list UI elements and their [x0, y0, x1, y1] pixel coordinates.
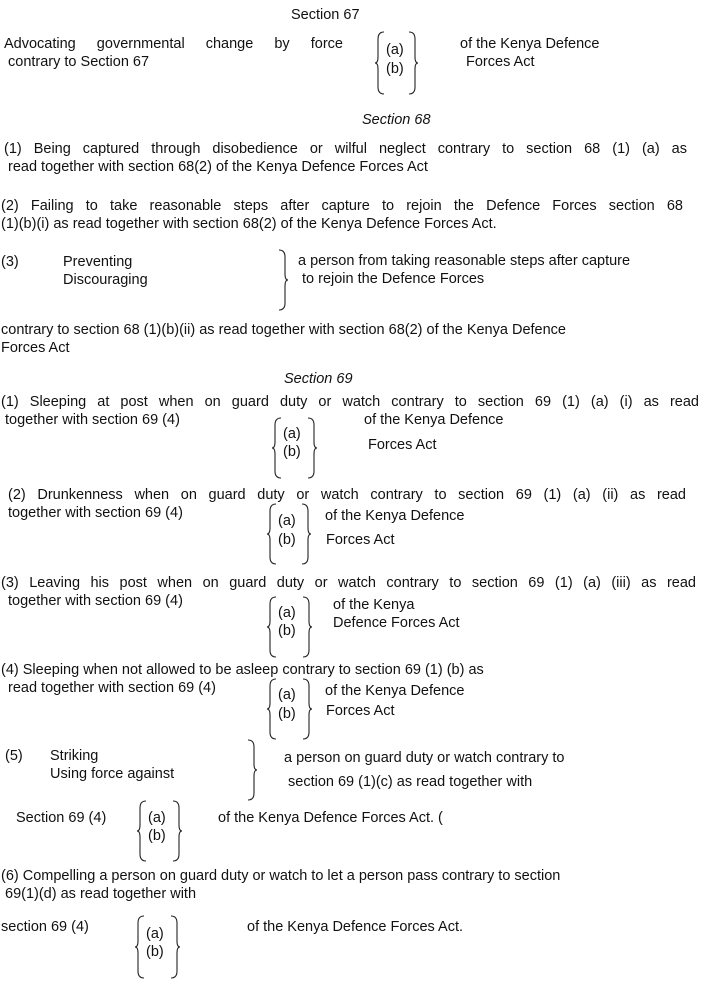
- sub-b: (b): [278, 532, 296, 548]
- sub-a: (a): [146, 926, 164, 942]
- s69-p6-section-ref: section 69 (4): [1, 919, 89, 935]
- sub-b: (b): [283, 444, 301, 460]
- s69-p4-line2: read together with section 69 (4): [8, 680, 216, 696]
- s68-p3-text-line2: Forces Act: [1, 340, 70, 356]
- s69-p3-right-line1: of the Kenya: [333, 597, 415, 613]
- section-69-heading: Section 69: [284, 371, 353, 387]
- right-brace-icon: [246, 739, 258, 801]
- s68-p1-line1: (1) Being captured through disobedience or wilful neglect contrary to section 68 (1) (a) as: [4, 141, 687, 157]
- s68-p3-number: (3): [1, 254, 19, 270]
- right-brace-icon: [171, 800, 183, 862]
- s68-p3-right-line2: to rejoin the Defence Forces: [302, 271, 485, 287]
- s69-p2-line1: (2) Drunkenness when on guard duty or watch contrary to section 69 (1) (a) (ii) as read: [8, 487, 686, 503]
- s69-p6-tail: of the Kenya Defence Forces Act.: [247, 919, 464, 935]
- sub-b: (b): [278, 706, 296, 722]
- sub-a: (a): [278, 687, 296, 703]
- sub-b: (b): [386, 61, 404, 77]
- s69-p5-right-line1: a person on guard duty or watch contrary to: [284, 750, 565, 766]
- right-brace-icon: [300, 503, 312, 565]
- s68-p1-line2: read together with section 68(2) of the Kenya Defence Forces Act: [8, 159, 428, 175]
- s69-p2-right-line2: Forces Act: [326, 532, 395, 548]
- left-brace-icon: [134, 915, 146, 979]
- s68-p3-text-line1: contrary to section 68 (1)(b)(ii) as read together with section 68(2) of the Kenya Defence: [1, 322, 566, 338]
- s68-p2-line1: (2) Failing to take reasonable steps after capture to rejoin the Defence Forces section 68: [1, 198, 683, 214]
- right-brace-icon: [301, 596, 313, 658]
- s69-p3-right-line2: Defence Forces Act: [333, 615, 460, 631]
- section-68-heading: Section 68: [362, 112, 431, 128]
- s69-p1-right-line2: Forces Act: [368, 437, 437, 453]
- s69-p2-line2: together with section 69 (4): [8, 505, 183, 521]
- sub-b: (b): [146, 944, 164, 960]
- left-brace-icon: [266, 503, 278, 565]
- s69-p4-right-line1: of the Kenya Defence: [325, 683, 465, 699]
- s69-p4-right-line2: Forces Act: [326, 703, 395, 719]
- s69-p5-tail: of the Kenya Defence Forces Act. (: [218, 810, 443, 826]
- right-brace-icon: [407, 31, 419, 95]
- s68-p3-right-line1: a person from taking reasonable steps after capture: [298, 253, 631, 269]
- sub-a: (a): [283, 426, 301, 442]
- s69-p4-line1: (4) Sleeping when not allowed to be asleep contrary to section 69 (1) (b) as: [1, 662, 484, 678]
- right-brace-icon: [277, 249, 289, 311]
- s68-p2-line2: (1)(b)(i) as read together with section 68(2) of the Kenya Defence Forces Act.: [1, 216, 497, 232]
- s69-p5-section-ref: Section 69 (4): [16, 810, 107, 826]
- section-67-heading: Section 67: [291, 7, 360, 23]
- s69-p1-line2: together with section 69 (4): [5, 412, 180, 428]
- s67-text-line2: contrary to Section 67: [8, 54, 150, 70]
- s67-right-line2: Forces Act: [466, 54, 535, 70]
- left-brace-icon: [374, 31, 386, 95]
- right-brace-icon: [306, 417, 318, 479]
- s69-p5-number: (5): [5, 748, 23, 764]
- s69-p5-option-2: Using force against: [50, 766, 175, 782]
- s69-p6-line2: 69(1)(d) as read together with: [5, 886, 197, 902]
- s67-right-line1: of the Kenya Defence: [460, 36, 600, 52]
- s67-text-line1: Advocating governmental change by force: [4, 36, 343, 52]
- sub-b: (b): [278, 623, 296, 639]
- s68-p3-option-2: Discouraging: [63, 272, 148, 288]
- left-brace-icon: [266, 596, 278, 658]
- left-brace-icon: [136, 800, 148, 862]
- s69-p3-line1: (3) Leaving his post when on guard duty or watch contrary to section 69 (1) (a) (iii) as read: [1, 575, 696, 591]
- s69-p6-line1: (6) Compelling a person on guard duty or watch to let a person pass contrary to section: [1, 868, 561, 884]
- s69-p3-line2: together with section 69 (4): [8, 593, 183, 609]
- left-brace-icon: [266, 678, 278, 740]
- s68-p3-option-1: Preventing: [63, 254, 133, 270]
- sub-a: (a): [278, 605, 296, 621]
- sub-a: (a): [148, 810, 166, 826]
- s69-p1-line1: (1) Sleeping at post when on guard duty or watch contrary to section 69 (1) (a) (i) as read: [1, 394, 699, 410]
- right-brace-icon: [169, 915, 181, 979]
- right-brace-icon: [301, 678, 313, 740]
- s69-p5-right-line2: section 69 (1)(c) as read together with: [288, 774, 533, 790]
- left-brace-icon: [271, 417, 283, 479]
- s69-p1-right-line1: of the Kenya Defence: [364, 412, 504, 428]
- sub-a: (a): [386, 42, 404, 58]
- s69-p5-option-1: Striking: [50, 748, 99, 764]
- sub-a: (a): [278, 513, 296, 529]
- sub-b: (b): [148, 828, 166, 844]
- s69-p2-right-line1: of the Kenya Defence: [325, 508, 465, 524]
